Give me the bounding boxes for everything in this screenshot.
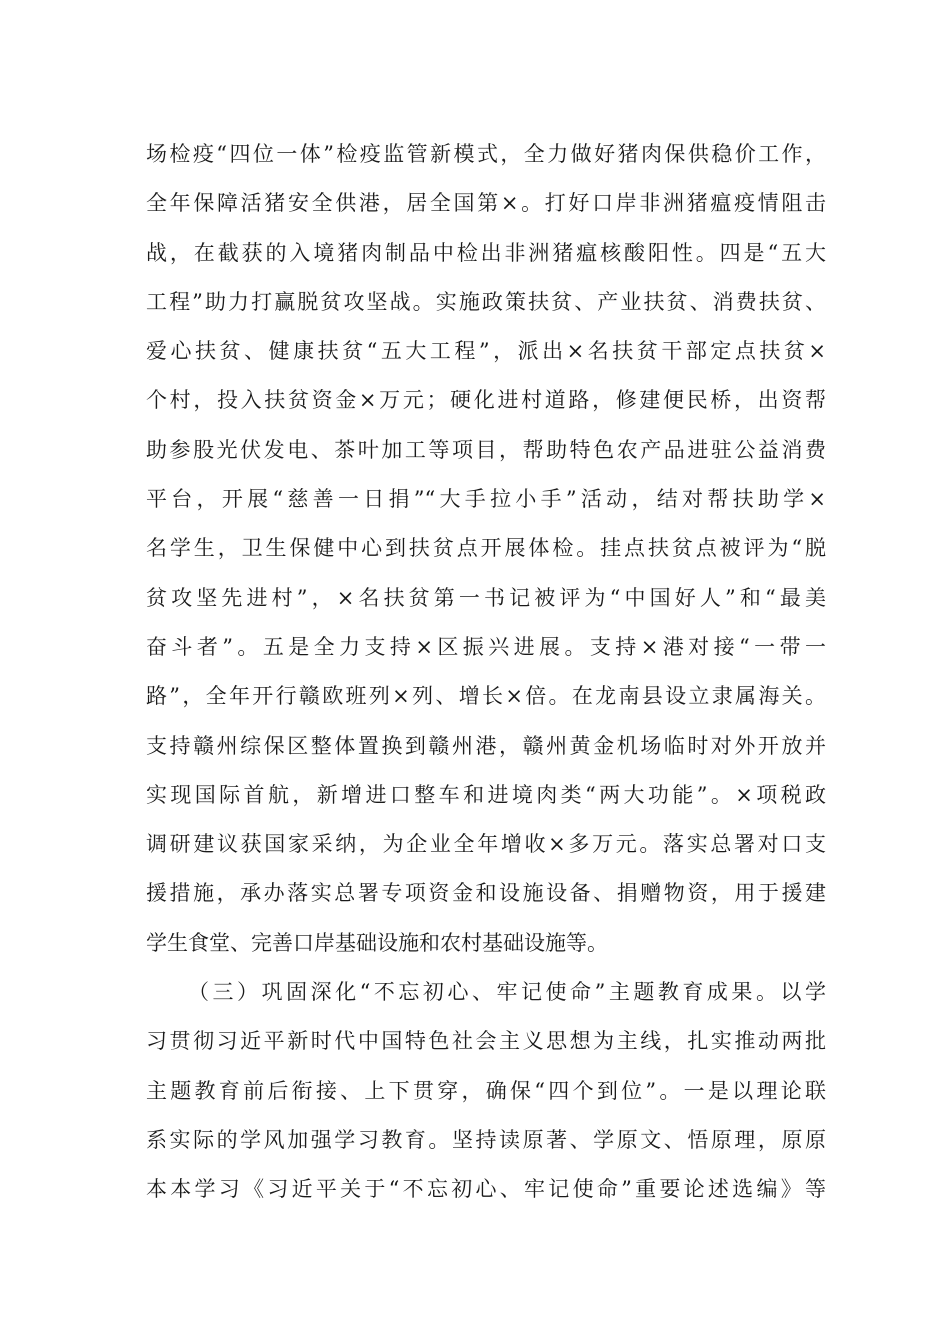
text-line: 实现国际首航，新增进口整车和进境肉类“两大功能”。×项税政 xyxy=(146,782,826,807)
text-line: 全年保障活猪安全供港，居全国第×。打好口岸非洲猪瘟疫情阻击 xyxy=(146,191,826,216)
text-line: 支持赣州综保区整体置换到赣州港，赣州黄金机场临时对外开放并 xyxy=(146,733,826,758)
text-line: 名学生，卫生保健中心到扶贫点开展体检。挂点扶贫点被评为“脱 xyxy=(146,536,826,561)
text-line: 系实际的学风加强学习教育。坚持读原著、学原文、悟原理，原原 xyxy=(146,1127,826,1152)
text-line: 路”，全年开行赣欧班列×列、增长×倍。在龙南县设立隶属海关。 xyxy=(146,684,826,709)
text-line: 助参股光伏发电、茶叶加工等项目，帮助特色农产品进驻公益消费 xyxy=(146,437,826,462)
text-line: 平台，开展“慈善一日捐”“大手拉小手”活动，结对帮扶助学× xyxy=(146,487,826,512)
text-line: 贫攻坚先进村”，×名扶贫第一书记被评为“中国好人”和“最美 xyxy=(146,585,826,610)
text-line: 奋斗者”。五是全力支持×区振兴进展。支持×港对接“一带一 xyxy=(146,634,826,659)
text-line: 个村，投入扶贫资金×万元；硬化进村道路，修建便民桥，出资帮 xyxy=(146,388,826,413)
body-text xyxy=(146,130,826,1215)
text-line: 场检疫“四位一体”检疫监管新模式，全力做好猪肉保供稳价工作， xyxy=(146,142,826,166)
text-line: 本本学习《习近平关于“不忘初心、牢记使命”重要论述选编》等 xyxy=(146,1177,826,1202)
text-line: 主题教育前后衔接、上下贯穿，确保“四个到位”。一是以理论联 xyxy=(146,1078,826,1103)
paragraph-end-line: 学生食堂、完善口岸基础设施和农村基础设施等。 xyxy=(146,930,608,955)
text-line: 爱心扶贫、健康扶贫“五大工程”，派出×名扶贫干部定点扶贫× xyxy=(146,339,826,364)
text-line: 调研建议获国家采纳，为企业全年增收×多万元。落实总署对口支 xyxy=(146,832,826,857)
text-line: 习贯彻习近平新时代中国特色社会主义思想为主线，扎实推动两批 xyxy=(146,1029,826,1054)
text-line: 战，在截获的入境猪肉制品中检出非洲猪瘟核酸阳性。四是“五大 xyxy=(146,240,826,265)
text-line: 工程”助力打赢脱贫攻坚战。实施政策扶贫、产业扶贫、消费扶贫、 xyxy=(146,289,826,314)
text-line: 援措施，承办落实总署专项资金和设施设备、捐赠物资，用于援建 xyxy=(146,881,826,906)
section-heading-line: （三）巩固深化“不忘初心、牢记使命”主题教育成果。以学 xyxy=(188,980,826,1005)
